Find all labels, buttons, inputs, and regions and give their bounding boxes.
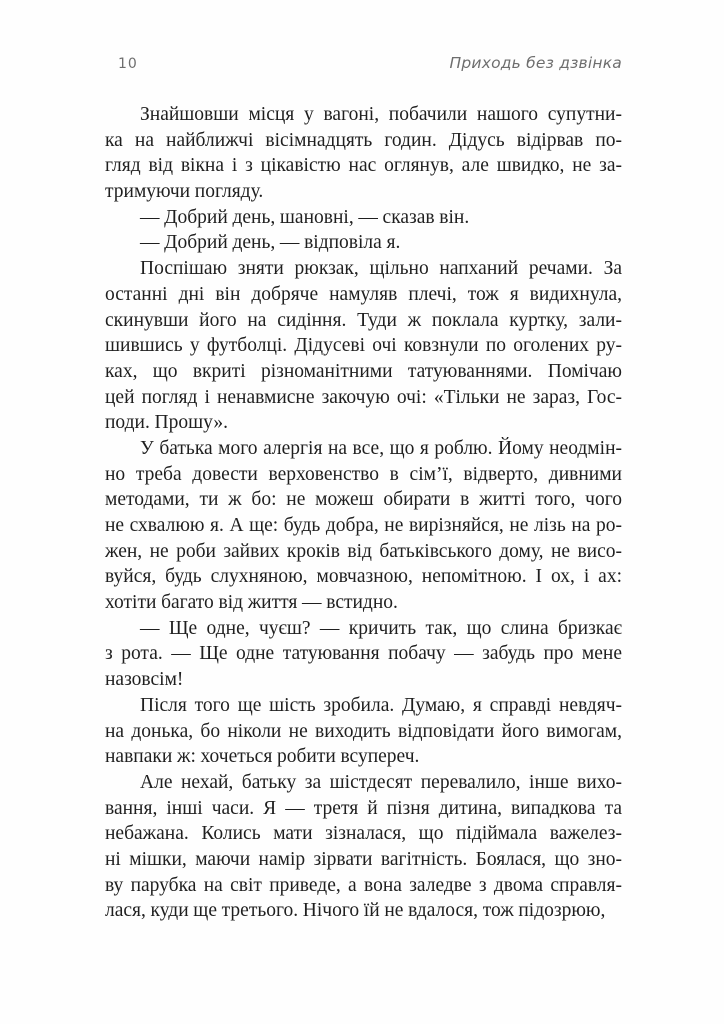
paragraph <box>105 205 622 231</box>
text-line: вуйся, будь слухняною, мовчазною, непомітною. І ох, і ах: <box>105 566 622 588</box>
text-line: Поспішаю зняти рюкзак, щільно напханий речами. За <box>140 258 622 280</box>
text-line: методами, ти ж бо: не можеш обирати в житті того, чого <box>105 489 622 511</box>
text-line: Знайшовши місця у вагоні, побачили нашого супутни- <box>140 104 622 125</box>
running-title: Приходь без дзвінка <box>449 54 622 72</box>
text-line: тримуючи погляду. <box>105 181 264 203</box>
text-line: Після того ще шість зробила. Думаю, я справді невдяч- <box>140 694 622 716</box>
paragraph <box>105 770 622 924</box>
paragraph <box>105 693 622 770</box>
paragraph <box>105 102 622 205</box>
text-line: ву парубка на світ приведе, а вона заледве з двома справля- <box>105 874 622 896</box>
text-line: назовсім! <box>105 669 184 691</box>
text-line: ка на найближчі вісімнадцять годин. Дідусь відірвав по- <box>105 129 622 151</box>
text-line: останні дні він добряче намуляв плечі, тож я видихнула, <box>105 283 622 305</box>
text-line: поди. Прошу». <box>105 412 228 434</box>
text-line: У батька мого алергія на все, що я роблю. Йому неодмін- <box>140 437 622 459</box>
text-line: скинувши його на сидіння. Туди ж поклала куртку, зали- <box>105 309 622 331</box>
text-line: ках, що вкриті різноманітними татуюваннями. Помічаю <box>105 360 622 382</box>
text-line: не схвалюю я. А ще: будь добра, не вирізняйся, не лізь на ро- <box>105 515 622 536</box>
text-line: хотіти багато від життя — встидно. <box>105 592 398 614</box>
page-number: 10 <box>118 56 138 72</box>
text-line: цей погляд і ненавмисне закочую очі: «Тільки не зараз, Гос- <box>105 386 622 408</box>
paragraph <box>105 230 622 256</box>
text-line: лася, куди ще третього. Нічого їй не вдалося, тож підозрюю, <box>105 900 606 922</box>
text-line: но треба довести верховенство в сім’ї, відверто, дивними <box>105 463 622 485</box>
text-line: з рота. — Ще одне татуювання побачу — забудь про мене <box>105 643 622 665</box>
text-line: шившись у футболці. Дідусеві очі ковзнули по оголених ру- <box>105 335 622 357</box>
paragraph <box>105 616 622 693</box>
text-line: вання, інші часи. Я — третя й пізня дитина, випадкова та <box>105 797 622 819</box>
text-line: — Добрий день, — відповіла я. <box>140 232 401 254</box>
paragraph <box>105 256 622 436</box>
text-line: — Добрий день, шановні, — сказав він. <box>140 206 470 228</box>
text-line: — Ще одне, чуєш? — кричить так, що слина бризкає <box>140 617 622 639</box>
text-line: жен, не роби зайвих кроків від батьківського дому, не висо- <box>105 540 622 562</box>
text-block <box>105 102 622 924</box>
text-line: гляд від вікна і з цікавістю нас оглянув, але швидко, не за- <box>105 155 622 177</box>
text-line: Але нехай, батьку за шістдесят перевалило, інше вихо- <box>140 771 622 793</box>
text-line: ні мішки, маючи намір зірвати вагітність. Боялася, що зно- <box>105 848 622 870</box>
text-line: небажана. Колись мати зізналася, що підіймала важелез- <box>105 823 622 845</box>
text-line: на донька, бо ніколи не виходить відповідати його вимогам, <box>105 720 622 742</box>
text-line: навпаки ж: хочеться робити всупереч. <box>105 746 420 768</box>
paragraph <box>105 436 622 616</box>
page-header <box>105 54 622 72</box>
